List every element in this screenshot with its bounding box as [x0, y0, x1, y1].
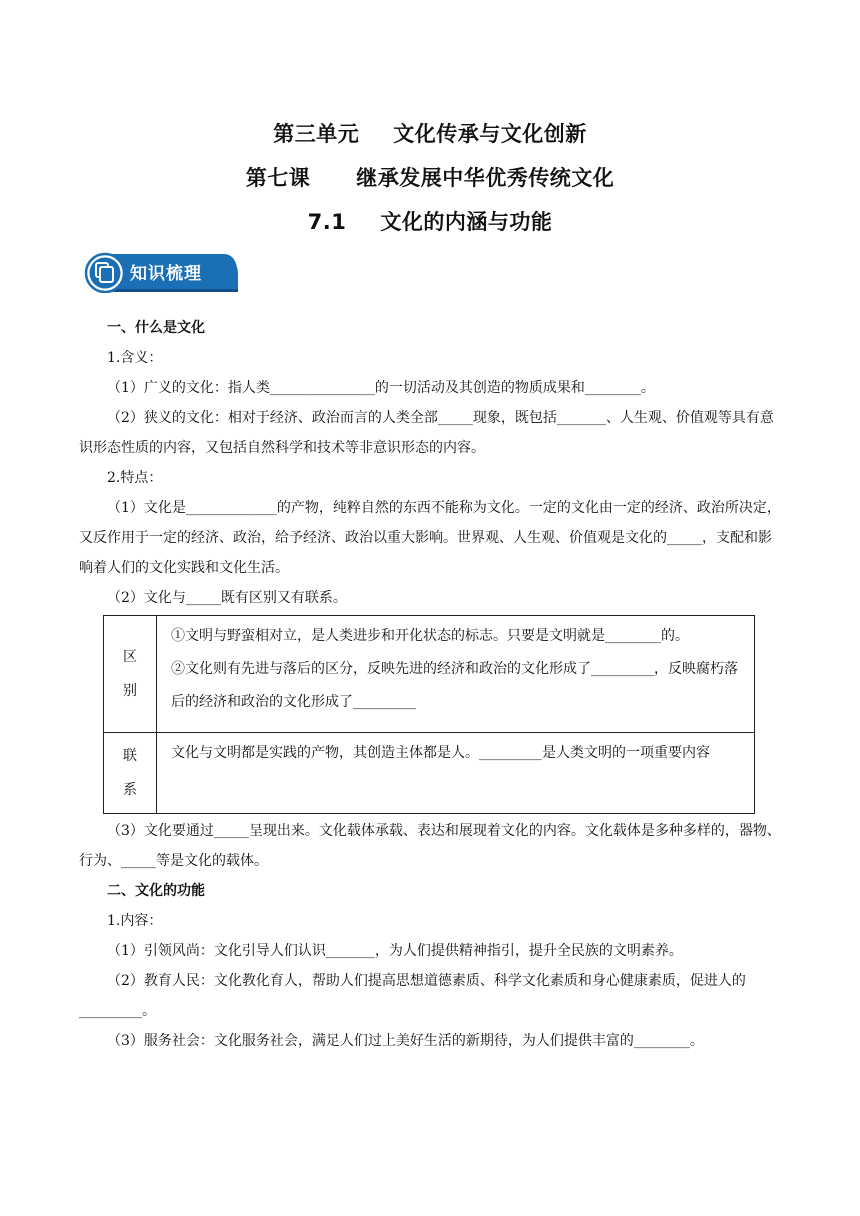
row-label-connection — [104, 733, 157, 814]
lesson-number: 第七课 — [245, 166, 311, 190]
cell-line: ②文化则有先进与落后的区分，反映先进的经济和政治的文化形成了_________，反映腐朽落后的经济和政治的文化形成了_________ — [171, 661, 738, 710]
title-block — [0, 112, 860, 244]
section-heading-1: 一、什么是文化 — [107, 320, 205, 336]
paragraph: （2）文化与_____既有区别又有联系。 — [107, 590, 347, 606]
unit-number: 第三单元 — [273, 122, 360, 146]
table-row — [104, 733, 755, 814]
paragraph: （2）狭义的文化：相对于经济、政治而言的人类全部_____现象，既包括_______、人生观、价值观等具有意识形态性质的内容，又包括自然科学和技术等非意识形态的内容。 — [79, 410, 774, 456]
cell-line: 文化与文明都是实践的产物，其创造主体都是人。_________是人类文明的一项重要内容 — [171, 745, 710, 761]
label-char: 区 — [123, 649, 137, 665]
paragraph: 2.特点： — [107, 470, 163, 486]
table-row — [104, 616, 755, 733]
paragraph: （1）文化是_____________的产物，纯粹自然的东西不能称为文化。一定的文化由一定的经济、政治所决定，又反作用于一定的经济、政治，给予经济、政治以重大影响。世界观、人生观、价值观是文化的_____，支配和影响着人们的文化实践和文化生活。 — [79, 500, 781, 576]
paragraph: （3）服务社会：文化服务社会，满足人们过上美好生活的新期待，为人们提供丰富的________。 — [107, 1033, 704, 1049]
difference-cell — [157, 616, 755, 733]
lesson-name: 继承发展中华优秀传统文化 — [356, 166, 615, 190]
row-label-difference — [104, 616, 157, 733]
document-body — [79, 313, 784, 1056]
section-title — [0, 200, 860, 244]
label-char: 联 — [123, 748, 137, 764]
paragraph: （1）广义的文化：指人类_______________的一切活动及其创造的物质成果和________。 — [107, 380, 655, 396]
knowledge-badge — [84, 251, 240, 293]
section-name: 文化的内涵与功能 — [380, 210, 553, 234]
badge-label: 知识梳理 — [130, 264, 202, 284]
label-char: 别 — [123, 683, 137, 699]
section-heading-2: 二、文化的功能 — [107, 883, 205, 899]
lesson-title — [0, 156, 860, 200]
section-number: 7.1 — [307, 210, 347, 234]
paragraph: （3）文化要通过_____呈现出来。文化载体承载、表达和展现着文化的内容。文化载体是多种多样的，器物、行为、_____等是文化的载体。 — [79, 823, 781, 869]
paragraph: 1.含义： — [107, 350, 163, 366]
connection-cell — [157, 733, 755, 814]
label-char: 系 — [123, 782, 137, 798]
unit-title — [0, 112, 860, 156]
paragraph: （2）教育人民：文化教化育人，帮助人们提高思想道德素质、科学文化素质和身心健康素质，促进人的_________。 — [79, 973, 746, 1019]
culture-civilization-table — [103, 615, 755, 814]
paragraph: 1.内容： — [107, 913, 163, 929]
unit-name: 文化传承与文化创新 — [393, 122, 587, 146]
paragraph: （1）引领风尚：文化引导人们认识_______，为人们提供精神指引，提升全民族的文明素养。 — [107, 943, 683, 959]
cell-line: ①文明与野蛮相对立，是人类进步和开化状态的标志。只要是文明就是________的。 — [171, 628, 689, 644]
